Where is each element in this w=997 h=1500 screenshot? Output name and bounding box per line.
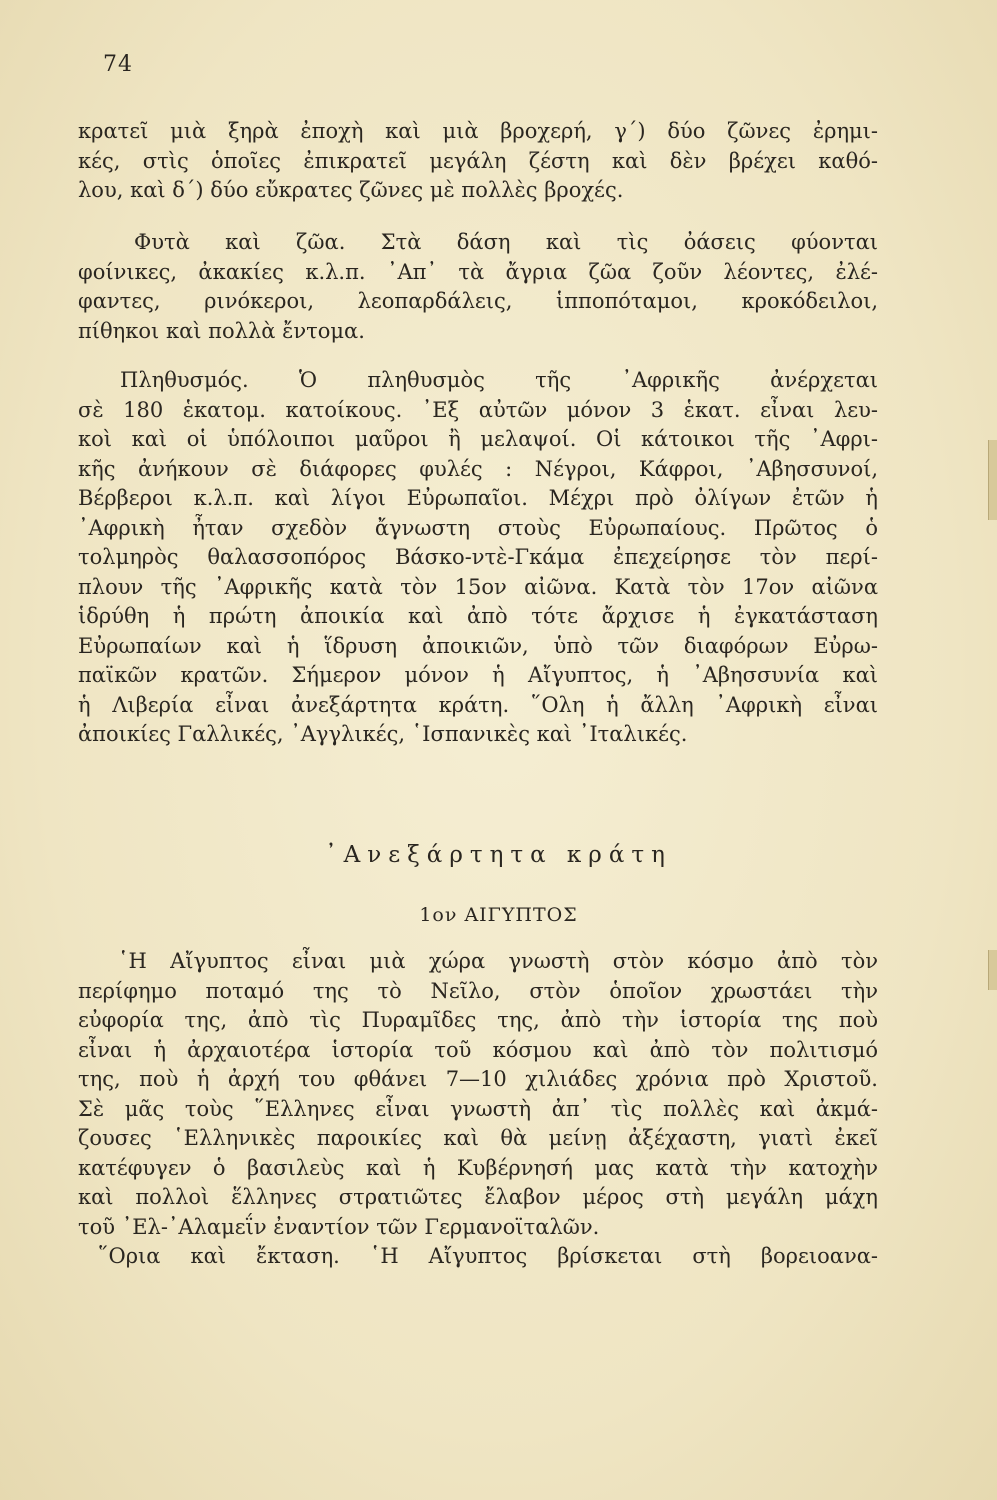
text-line: Σὲ μᾶς τοὺς ῞Ελληνες εἶναι γνωστὴ ἀπ᾽ τὶς πολλὲς καὶ ἀκμά-	[78, 1096, 878, 1121]
text-line: κατέφυγεν ὁ βασιλεὺς καὶ ἡ Κυβέρνησή μας κατὰ τὴν κατοχὴν	[78, 1155, 878, 1180]
text-line: κοὶ καὶ οἱ ὑπόλοιποι μαῦροι ἢ μελαψοί. Οἱ κάτοικοι τῆς ᾽Αφρι-	[78, 427, 878, 451]
text-line: της, ποὺ ἡ ἀρχή του φθάνει 7—10 χιλιάδες χρόνια πρὸ Χριστοῦ.	[78, 1067, 878, 1091]
text-line: ἱδρύθη ἡ πρώτη ἀποικία καὶ ἀπὸ τότε ἄρχισε ἡ ἐγκατάσταση	[78, 604, 878, 628]
text-line: πίθηκοι καὶ πολλὰ ἔντομα.	[78, 318, 365, 343]
text-line: κρατεῖ μιὰ ξηρὰ ἐποχὴ καὶ μιὰ βροχερή, γ΄) δύο ζῶνες ἐρημι-	[78, 119, 878, 143]
text-line: τοῦ ᾽Ελ-᾽Αλαμεΐν ἐναντίον τῶν Γερμανοϊταλῶν.	[78, 1214, 600, 1239]
text-line: λου, καὶ δ΄) δύο εὔκρατες ζῶνες μὲ πολλὲς βροχές.	[78, 178, 624, 202]
text-line: ζουσες ῾Ελληνικὲς παροικίες καὶ θὰ μείνῃ ἀξέχαστη, γιατὶ ἐκεῖ	[78, 1126, 878, 1150]
text-line: σὲ 180 ἑκατομ. κατοίκους. ᾽Εξ αὐτῶν μόνον 3 ἑκατ. εἶναι λευ-	[78, 397, 878, 422]
text-line: περίφημο ποταμό της τὸ Νεῖλο, στὸν ὁποῖον χρωστάει τὴν	[78, 978, 878, 1003]
section-heading: ᾽Ανεξάρτητα κράτη	[325, 842, 672, 868]
text-line: φαντες, ρινόκεροι, λεοπαρδάλεις, ἱπποπόταμοι, κροκόδειλοι,	[78, 289, 878, 313]
text-line: εἶναι ἡ ἀρχαιοτέρα ἱστορία τοῦ κόσμου καὶ ἀπὸ τὸν πολιτισμό	[78, 1037, 878, 1062]
text-line: ῞Ορια καὶ ἔκταση. ῾Η Αἴγυπτος βρίσκεται στὴ βορειοανα-	[98, 1244, 878, 1268]
text-line: ἡ Λιβερία εἶναι ἀνεξάρτητα κράτη. ῞Ολη ἡ ἄλλη ᾽Αφρικὴ εἶναι	[78, 692, 878, 717]
paragraph-egypt	[78, 947, 878, 1272]
page-edge-mark	[988, 440, 997, 520]
text-line: κῆς ἀνήκουν σὲ διάφορες φυλές : Νέγροι, Κάφροι, ᾽Αβησσυνοί,	[78, 456, 878, 481]
text-line: Βέρβεροι κ.λ.π. καὶ λίγοι Εὐρωπαῖοι. Μέχρι πρὸ ὀλίγων ἐτῶν ἡ	[78, 486, 878, 510]
text-line: ῾Η Αἴγυπτος εἶναι μιὰ χώρα γνωστὴ στὸν κόσμο ἀπὸ τὸν	[118, 949, 878, 973]
text-line: ᾽Αφρικὴ ἦταν σχεδὸν ἄγνωστη στοὺς Εὐρωπαίους. Πρῶτος ὁ	[78, 515, 878, 540]
paragraph-population	[78, 366, 878, 750]
text-line: καὶ πολλοὶ ἕλληνες στρατιῶτες ἔλαβον μέρος στὴ μεγάλη μάχη	[78, 1185, 878, 1209]
text-line: Φυτὰ καὶ ζῶα. Στὰ δάση καὶ τὶς ὀάσεις φύονται	[134, 230, 878, 254]
text-line: φοίνικες, ἀκακίες κ.λ.π. ᾽Απ᾽ τὰ ἄγρια ζῶα ζοῦν λέοντες, ἐλέ-	[78, 259, 878, 284]
page-edge-mark	[988, 950, 997, 990]
text-line: παϊκῶν κρατῶν. Σήμερον μόνον ἡ Αἴγυπτος, ἡ ᾽Αβησσυνία καὶ	[78, 663, 878, 687]
subsection-heading: 1ον ΑΙΓΥΠΤΟΣ	[419, 904, 578, 926]
page-number: 74	[103, 52, 133, 77]
text-line: Πληθυσμός. Ὁ πληθυσμὸς τῆς ᾽Αφρικῆς ἀνέρχεται	[120, 368, 878, 392]
text-line: κές, στὶς ὁποῖες ἐπικρατεῖ μεγάλη ζέστη καὶ δὲν βρέχει καθό-	[78, 148, 878, 173]
text-line: ἀποικίες Γαλλικές, ᾽Αγγλικές, ῾Ισπανικὲς καὶ ᾽Ιταλικές.	[78, 722, 688, 746]
text-line: πλουν τῆς ᾽Αφρικῆς κατὰ τὸν 15ον αἰῶνα. Κατὰ τὸν 17ον αἰῶνα	[78, 574, 878, 599]
paragraph-flora-fauna	[78, 228, 878, 346]
text-line: Εὐρωπαίων καὶ ἡ ἵδρυση ἀποικιῶν, ὑπὸ τῶν διαφόρων Εὐρω-	[78, 633, 878, 658]
text-line: εὐφορία της, ἀπὸ τὶς Πυραμῖδες της, ἀπὸ τὴν ἱστορία της ποὺ	[78, 1008, 878, 1032]
text-line: τολμηρὸς θαλασσοπόρος Βάσκο-ντὲ-Γκάμα ἐπεχείρησε τὸν περί-	[78, 545, 878, 569]
paragraph-climate-zones	[78, 117, 878, 206]
